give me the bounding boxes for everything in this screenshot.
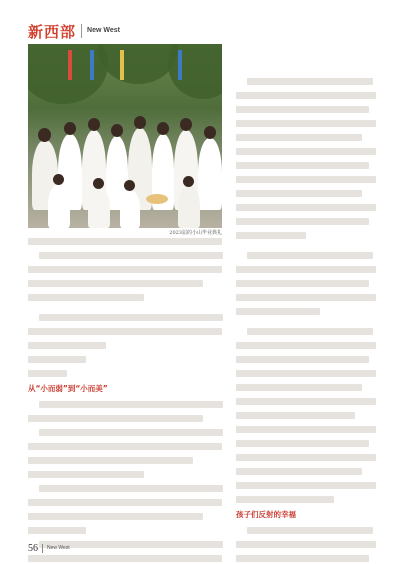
body-text-line [236,106,369,113]
body-text-line [236,308,320,315]
body-text-line [28,513,203,520]
body-text-line [236,454,376,461]
photo-cake [146,194,168,204]
left-paragraphs-after-heading [28,401,222,564]
footer-brand: New West [47,545,70,551]
body-text-line [28,415,203,422]
photo-person-head [111,124,123,137]
body-text-line [236,148,376,155]
section-heading: 孩子们反射的幸福 [236,510,296,519]
body-text-line [28,294,144,301]
photo-person-head [180,118,192,131]
left-paragraphs-before-heading [28,238,222,377]
body-text-line [28,356,86,363]
graduation-photo [28,44,222,228]
body-text-line [236,384,362,391]
left-column [28,238,222,564]
body-text-line [247,252,373,259]
photo-person-head [134,116,146,129]
logo-english-title: New West [87,27,120,34]
right-paragraphs-after-heading [236,527,376,564]
photo-person [198,138,222,210]
body-text-line [28,370,67,377]
body-text-line [247,527,373,534]
photo-flag [90,50,94,80]
body-text-line [236,482,376,489]
body-text-line [236,496,334,503]
right-paragraphs-before-heading [236,78,376,503]
body-text-line [236,294,376,301]
body-text-line [236,280,369,287]
body-text-line [236,232,306,239]
body-text-line [236,370,376,377]
body-text-line [236,440,369,447]
photo-flag [68,50,72,80]
body-text-line [28,457,193,464]
photo-child-head [124,180,135,191]
footer-divider [42,544,43,553]
body-text-line [28,342,106,349]
body-text-line [28,499,222,506]
body-text-line [28,328,222,335]
photo-flag [120,50,124,80]
photo-caption: 2023届的小山毕业典礼 [169,230,222,236]
body-text-line [236,398,376,405]
body-text-line [236,162,369,169]
body-text-line [236,555,369,562]
page-footer [28,542,70,554]
body-text-line [236,120,376,127]
body-text-line [236,412,355,419]
body-text-line [28,527,86,534]
page-number: 56 [28,542,38,554]
photo-child-head [93,178,104,189]
right-column [236,78,376,564]
body-text-line [39,485,223,492]
body-text-line [236,218,369,225]
photo-child-head [53,174,64,185]
body-text-line [236,92,376,99]
body-text-line [28,266,222,273]
photo-tree-foliage [98,44,178,84]
photo-person-head [64,122,76,135]
photo-tree-foliage [168,44,222,99]
body-text-line [236,266,376,273]
body-text-line [236,342,376,349]
body-text-line [236,468,362,475]
body-text-line [236,190,362,197]
body-text-line [236,541,376,548]
photo-person-head [88,118,100,131]
body-text-line [39,429,223,436]
body-text-line [39,314,223,321]
body-text-line [247,328,373,335]
body-text-line [236,204,376,211]
body-text-line [28,471,144,478]
body-text-line [39,401,223,408]
photo-person-head [38,128,51,142]
magazine-logo-english [87,27,120,35]
logo-divider [81,24,82,38]
body-text-line [236,176,376,183]
photo-child-head [183,176,194,187]
photo-flag [178,50,182,80]
body-text-line [236,134,362,141]
body-text-line [28,555,222,562]
section-heading: 从“小而弱”到“小而美” [28,384,108,393]
body-text-line [28,238,222,245]
body-text-line [28,443,222,450]
body-text-line [39,252,223,259]
body-text-line [247,78,373,85]
photo-child [178,186,200,228]
photo-person-head [157,122,169,135]
photo-child [48,184,70,228]
magazine-logo-chinese: 新西部 [28,22,77,41]
body-text-line [28,280,203,287]
photo-child [120,190,140,228]
masthead [28,20,120,42]
body-text-line [236,426,376,433]
photo-person-head [204,126,216,139]
photo-child [88,188,110,228]
body-text-line [236,356,369,363]
